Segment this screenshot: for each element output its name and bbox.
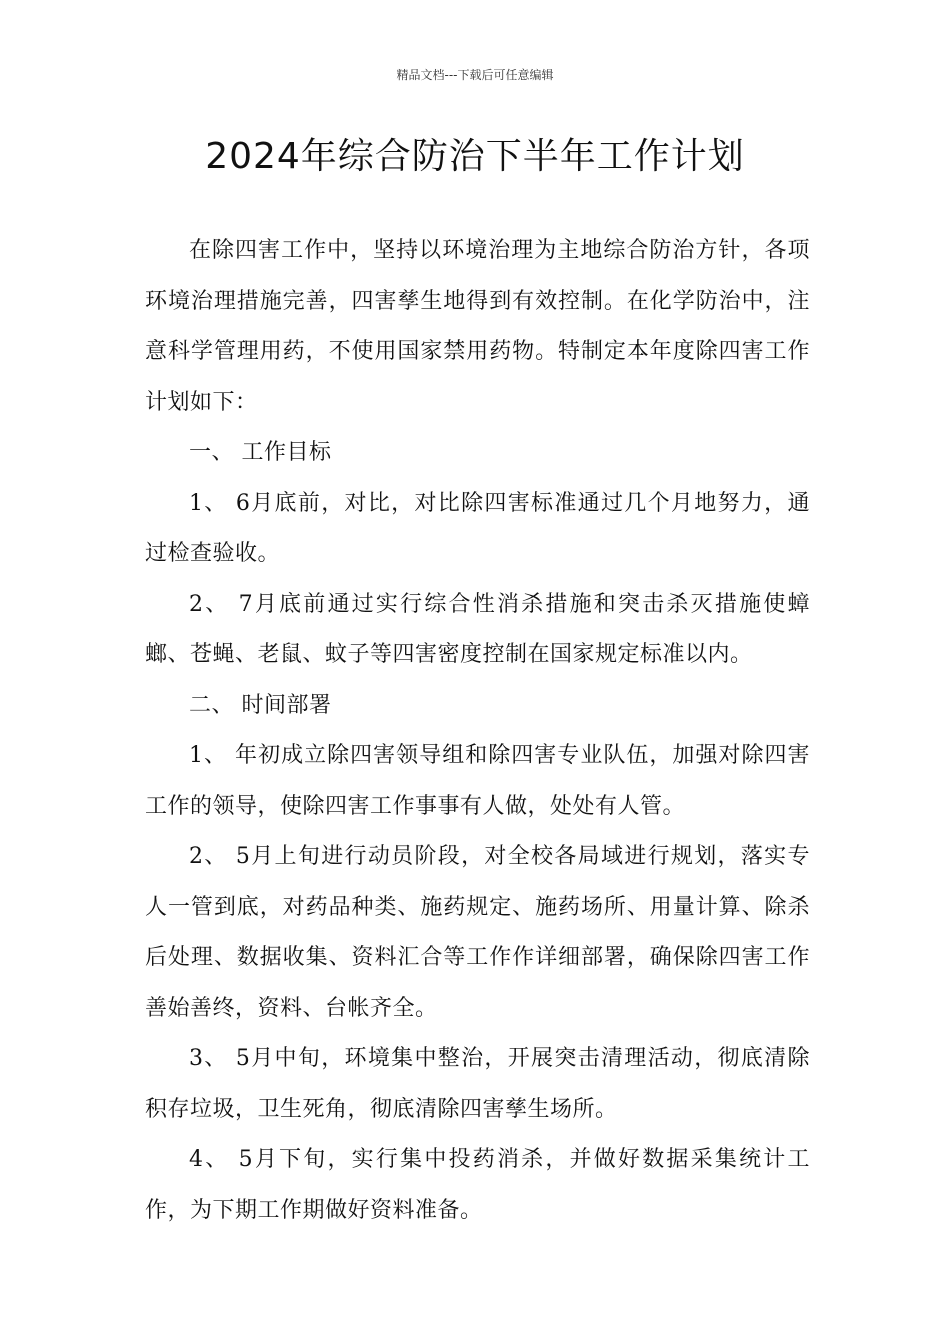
paragraph-intro: 在除四害工作中，坚持以环境治理为主地综合防治方针，各项环境治理措施完善，四害孳生地得到有效控制。在化学防治中，注意科学管理用药，不使用国家禁用药物。特制定本年度除四害工作计划如下： <box>145 238 810 415</box>
goal-item-1: 1、 6月底前，对比，对比除四害标准通过几个月地努力，通过检查验收。 <box>145 490 810 566</box>
schedule-item-4: 4、 5月下旬，实行集中投药消杀，并做好数据采集统计工作，为下期工作期做好资料准备。 <box>145 1147 810 1223</box>
document-title: 2024年综合防治下半年工作计划 <box>205 136 745 177</box>
schedule-item-3: 3、 5月中旬，环境集中整治，开展突击清理活动，彻底清除积存垃圾，卫生死角，彻底清除四害孳生场所。 <box>145 1046 810 1122</box>
schedule-item-2: 2、 5月上旬进行动员阶段，对全校各局域进行规划，落实专人一管到底，对药品种类、施药规定、施药场所、用量计算、除杀后处理、数据收集、资料汇合等工作作详细部署，确保除四害工作善始善终，资料、台帐齐全。 <box>145 844 810 1021</box>
goal-item-2: 2、 7月底前通过实行综合性消杀措施和突击杀灭措施使蟑螂、苍蝇、老鼠、蚊子等四害密度控制在国家规定标准以内。 <box>145 591 810 667</box>
section-heading-goals: 一、 工作目标 <box>189 440 332 465</box>
header-note: 精品文档---下载后可任意编辑 <box>396 68 554 82</box>
section-heading-schedule: 二、 时间部署 <box>189 692 332 718</box>
document-body <box>145 226 810 1236</box>
schedule-item-1: 1、 年初成立除四害领导组和除四害专业队伍，加强对除四害工作的领导，使除四害工作事事有人做，处处有人管。 <box>145 743 810 819</box>
